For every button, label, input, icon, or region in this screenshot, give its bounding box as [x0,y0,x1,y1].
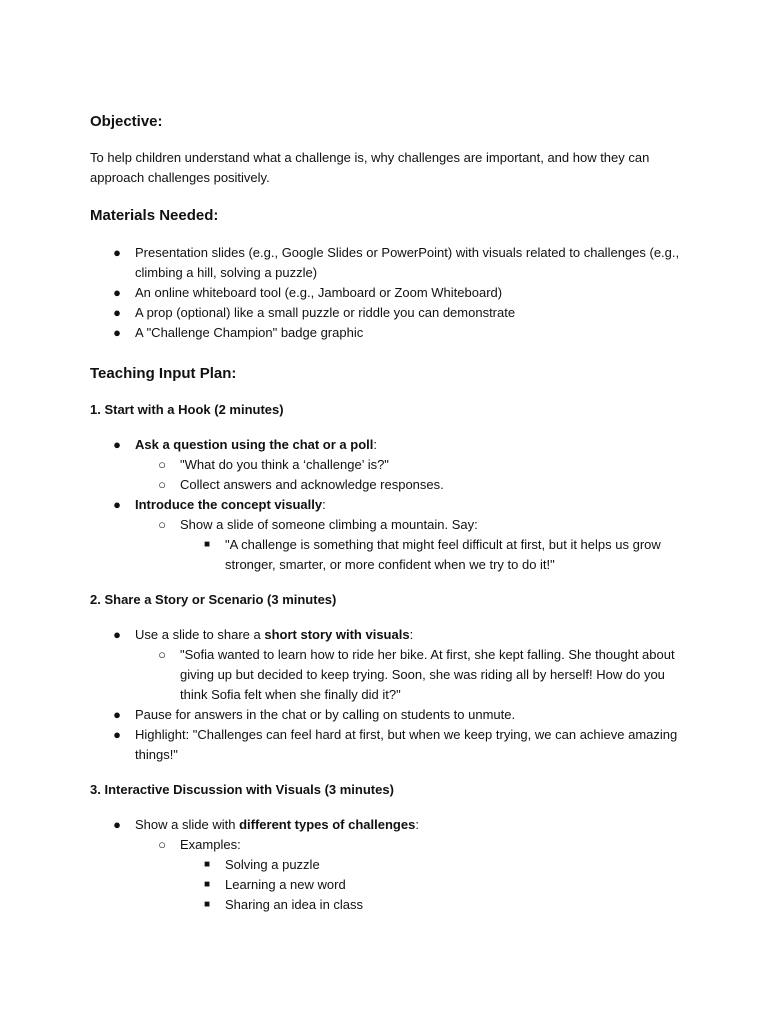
list-item: ○ "Sofia wanted to learn how to ride her bike. At first, she kept falling. She thought about giving up but decided to keep trying. Soon, she was riding all by herself! How do you think Sofia felt when she finally did it?" [158,647,675,702]
square-bullet-icon: ■ [203,879,211,890]
section1-list [90,435,690,575]
bullet-icon: ● [113,627,121,642]
materials-heading: Materials Needed: [90,207,219,224]
bullet-icon: ● [113,245,121,260]
materials-list [90,243,690,343]
section3-list [90,815,690,915]
circle-bullet-icon: ○ [158,517,166,532]
section2-title: 2. Share a Story or Scenario (3 minutes) [90,592,337,607]
section1-title: 1. Start with a Hook (2 minutes) [90,402,284,417]
list-item: ● Show a slide with different types of challenges: ○ Examples: ■ Solving a puzzle ■ Learning a new word ■ Sharing an idea in class [90,815,690,915]
list-item: ■ "A challenge is something that might feel difficult at first, but it helps us grow stronger, smarter, or more confident when we try to do it!" [203,537,661,572]
bullet-icon: ● [113,437,121,452]
list-item: ■ Sharing an idea in class [180,895,690,915]
list-item: ● An online whiteboard tool (e.g., Jamboard or Zoom Whiteboard) [90,283,690,303]
list-item: ■ Solving a puzzle [180,855,690,875]
square-bullet-icon: ■ [203,859,211,870]
bullet-icon: ● [113,817,121,832]
circle-bullet-icon: ○ [158,837,166,852]
bullet-icon: ● [113,285,121,300]
list-item: ● Ask a question using the chat or a poll: ○ "What do you think a ‘challenge’ is?" ○ Collect answers and acknowledge responses. [90,435,690,495]
bullet-icon: ● [113,497,121,512]
section3-title: 3. Interactive Discussion with Visuals (3 minutes) [90,782,394,797]
list-item: ○ Examples: ■ Solving a puzzle ■ Learning a new word ■ Sharing an idea in class [135,835,690,915]
list-item: ○ Show a slide of someone climbing a mountain. Say: ■ "A challenge is something that might feel difficult at first, but it helps us grow stronger, smarter, or more confident when we try to do it!" [135,515,690,575]
list-item: ■ Learning a new word [180,875,690,895]
list-item: ● Introduce the concept visually: ○ Show a slide of someone climbing a mountain. Say: ■ "A challenge is something that might feel difficult at first, but it helps us grow stronger, smarter, or more confident when we try to do it!" [90,495,690,575]
bullet-icon: ● [113,305,121,320]
list-item: ○ Collect answers and acknowledge responses. [135,475,690,495]
list-item: ● Use a slide to share a short story with visuals: ○ "Sofia wanted to learn how to ride her bike. At first, she kept falling. She thought about giving up but decided to keep trying. Soon, she was riding all by herself! How do you think Sofia felt when she finally did it?" [90,625,690,705]
document-page [90,112,690,915]
plan-heading: Teaching Input Plan: [90,365,237,382]
objective-heading: Objective: [90,113,163,130]
square-bullet-icon: ■ [203,899,211,910]
list-item: ● Highlight: "Challenges can feel hard at first, but when we keep trying, we can achieve amazing things!" [113,727,678,762]
objective-text: To help children understand what a challenge is, why challenges are important, and how they can approach challenges positively. [90,150,650,185]
list-item: ● Presentation slides (e.g., Google Slides or PowerPoint) with visuals related to challenges (e.g., climbing a hill, solving a puzzle) [113,245,680,280]
section2-list [90,625,690,765]
list-item: ● Pause for answers in the chat or by calling on students to unmute. [90,705,690,725]
circle-bullet-icon: ○ [158,647,166,662]
bullet-icon: ● [113,707,121,722]
list-item: ● A prop (optional) like a small puzzle or riddle you can demonstrate [90,303,690,323]
circle-bullet-icon: ○ [158,457,166,472]
list-item: ● A "Challenge Champion" badge graphic [90,323,690,343]
circle-bullet-icon: ○ [158,477,166,492]
bullet-icon: ● [113,325,121,340]
list-item: ○ "What do you think a ‘challenge’ is?" [135,455,690,475]
bullet-icon: ● [113,727,121,742]
square-bullet-icon: ■ [203,539,211,550]
